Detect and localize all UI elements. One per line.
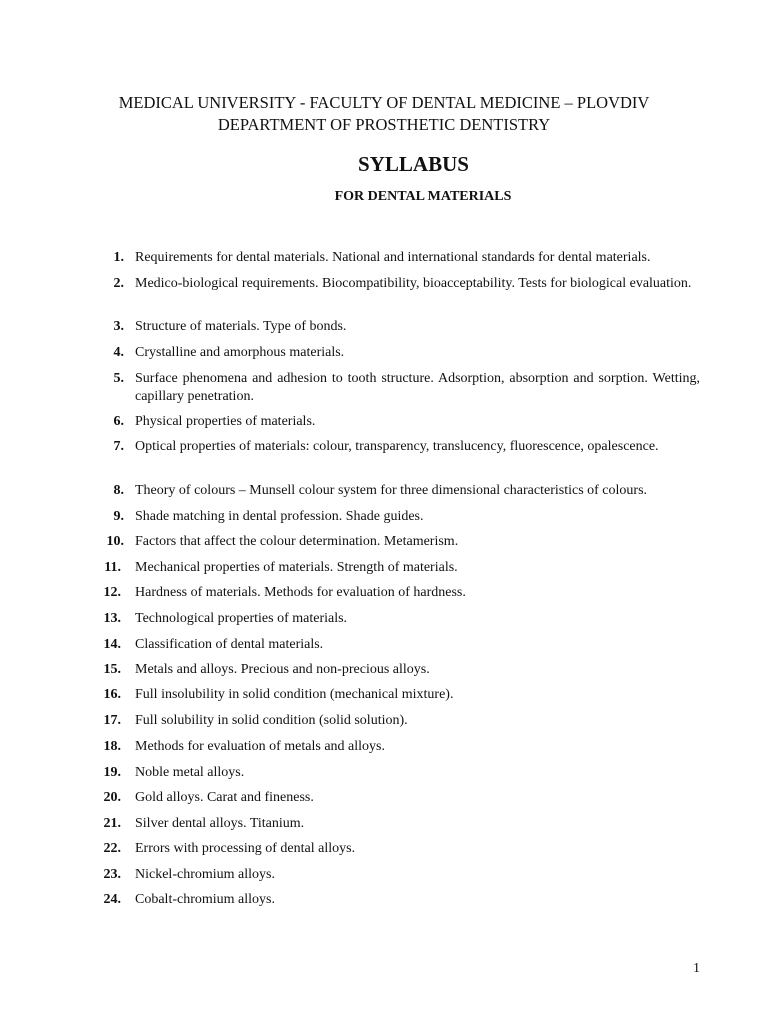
item-text: Methods for evaluation of metals and alloys. bbox=[135, 739, 385, 754]
item-number: 21. bbox=[103, 816, 121, 831]
item-number: 20. bbox=[103, 790, 121, 805]
item-number: 8. bbox=[113, 483, 124, 498]
item-text: Errors with processing of dental alloys. bbox=[135, 841, 356, 856]
item-number: 11. bbox=[104, 560, 121, 575]
department-heading: DEPARTMENT OF PROSTHETIC DENTISTRY bbox=[217, 115, 551, 134]
item-number: 10. bbox=[106, 534, 124, 549]
item-number: 23. bbox=[103, 867, 121, 882]
item-text: Requirements for dental materials. National and international standards for dental materials. bbox=[135, 250, 651, 265]
item-number: 9. bbox=[113, 509, 124, 524]
item-text: Optical properties of materials: colour, transparency, translucency, fluorescence, opalescence. bbox=[135, 439, 659, 454]
page-number: 1 bbox=[693, 961, 700, 976]
item-text: Gold alloys. Carat and fineness. bbox=[135, 790, 314, 805]
item-text: Noble metal alloys. bbox=[135, 765, 245, 780]
item-number: 14. bbox=[103, 637, 121, 652]
item-number: 18. bbox=[103, 739, 121, 754]
item-text: Silver dental alloys. Titanium. bbox=[135, 816, 305, 831]
item-text: Factors that affect the colour determination. Metamerism. bbox=[135, 534, 459, 549]
item-number: 16. bbox=[103, 687, 121, 702]
item-number: 13. bbox=[103, 611, 121, 626]
item-text: Surface phenomena and adhesion to tooth structure. Adsorption, absorption and sorption. Wetting, capillary penetration. bbox=[135, 371, 700, 404]
item-number: 1. bbox=[113, 250, 124, 265]
item-text: Medico-biological requirements. Biocompatibility, bioacceptability. Tests for biological evaluation. bbox=[135, 276, 692, 291]
item-number: 4. bbox=[113, 345, 124, 360]
item-number: 12. bbox=[103, 585, 121, 600]
item-text: Cobalt-chromium alloys. bbox=[135, 892, 275, 907]
item-text: Full solubility in solid condition (solid solution). bbox=[135, 713, 408, 728]
item-number: 6. bbox=[113, 414, 124, 429]
item-number: 7. bbox=[113, 439, 124, 454]
page-subtitle: FOR DENTAL MATERIALS bbox=[334, 189, 512, 204]
item-number: 2. bbox=[113, 276, 124, 291]
item-text: Full insolubility in solid condition (mechanical mixture). bbox=[135, 687, 454, 702]
item-text: Shade matching in dental profession. Shade guides. bbox=[135, 509, 424, 524]
item-text: Nickel-chromium alloys. bbox=[135, 867, 275, 882]
item-text: Mechanical properties of materials. Strength of materials. bbox=[135, 560, 458, 575]
item-number: 15. bbox=[103, 662, 121, 677]
item-text: Classification of dental materials. bbox=[135, 637, 324, 652]
university-heading: MEDICAL UNIVERSITY - FACULTY OF DENTAL MEDICINE – PLOVDIV bbox=[118, 93, 650, 112]
item-text: Crystalline and amorphous materials. bbox=[135, 345, 345, 360]
item-number: 19. bbox=[103, 765, 121, 780]
page-title: SYLLABUS bbox=[358, 152, 469, 176]
item-number: 3. bbox=[113, 319, 124, 334]
item-text: Structure of materials. Type of bonds. bbox=[135, 319, 347, 334]
item-text: Technological properties of materials. bbox=[135, 611, 348, 626]
item-number: 24. bbox=[103, 892, 121, 907]
item-text: Metals and alloys. Precious and non-precious alloys. bbox=[135, 662, 430, 677]
item-number: 5. bbox=[113, 371, 124, 386]
item-number: 22. bbox=[103, 841, 121, 856]
item-text: Hardness of materials. Methods for evaluation of hardness. bbox=[135, 585, 466, 600]
item-text: Theory of colours – Munsell colour system for three dimensional characteristics of colours. bbox=[135, 483, 648, 498]
item-text: Physical properties of materials. bbox=[135, 414, 316, 429]
item-number: 17. bbox=[103, 713, 121, 728]
